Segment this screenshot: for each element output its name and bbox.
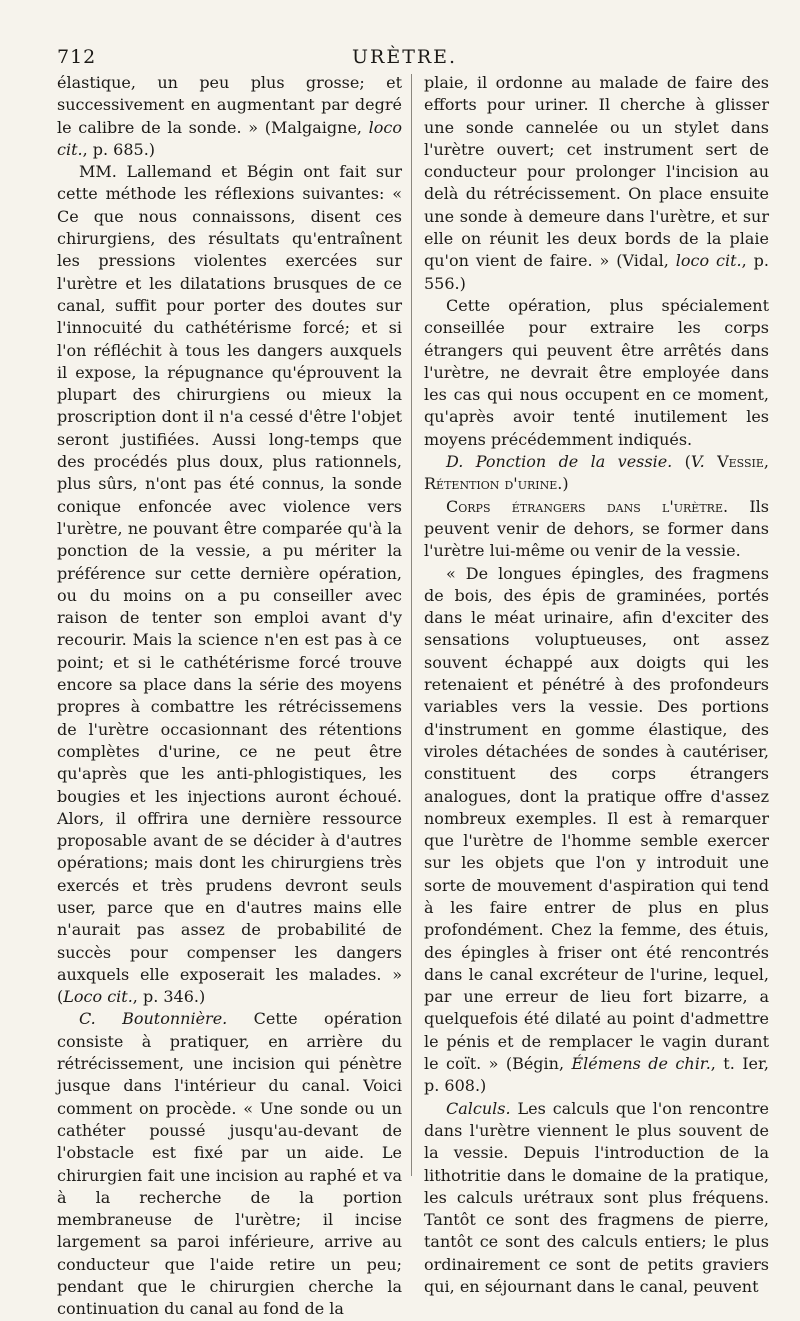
page-number: 712 — [57, 46, 97, 68]
column-divider — [411, 74, 412, 1176]
paragraph — [57, 161, 402, 1008]
text-run: ) — [562, 474, 569, 494]
paragraph — [424, 496, 769, 563]
paragraph — [424, 72, 769, 295]
paragraph — [57, 1008, 402, 1320]
section-heading: Corps étrangers dans l'urètre. — [446, 496, 729, 516]
right-column — [424, 72, 770, 1297]
text-run: Cette opération consiste à pratiquer, en arrière du rétrécissement, une incision qui pénètre jusque dans l'intérieur du canal. Voici comment on procède. « Une sonde ou un cathéter poussé jusqu'au-devant de l'obstacle est fixé par un aide. Le chirurgien fait une incision au raphé et va à la recherche de la portion membraneuse de l'urètre; il incise largement sa paroi inférieure, arrive au conducteur que l'aide retire un peu; pendant que le chirurgien cherche la continuation du canal au fond de la — [57, 1009, 403, 1319]
citation: Loco cit. — [63, 987, 133, 1007]
citation: Élémens de chir. — [571, 1054, 711, 1074]
section-heading: D. Ponction de la vessie. — [446, 452, 673, 472]
paragraph — [424, 1098, 769, 1299]
cross-reference-marker: V. — [690, 452, 705, 472]
text-run: , p. 685.) — [82, 139, 156, 159]
left-column — [57, 72, 403, 1319]
running-title: URÈTRE. — [352, 46, 458, 68]
citation: loco cit. — [57, 117, 402, 159]
text-run: élastique, un peu plus grosse; et successivement en augmentant par degré le calibre de la sonde. » (Malgaigne, — [57, 73, 402, 137]
paragraph — [424, 451, 769, 496]
paragraph — [57, 72, 402, 161]
text-run: , p. 556.) — [424, 251, 769, 293]
citation: loco cit. — [675, 251, 742, 271]
text-run: ( — [672, 452, 691, 472]
text-run: , p. 346.) — [132, 987, 206, 1007]
text-run: , t. Ier, p. 608.) — [424, 1054, 769, 1096]
text-run: Cette opération, plus spécialement conseillée pour extraire les corps étrangers qui peuvent être arrêtés dans l'urètre, ne devrait être employée dans les cas qui nous occupent en ce moment, qu'après avoir tenté inutilement les moyens précédemment indiqués. — [424, 295, 769, 449]
section-heading: Calculs. — [446, 1098, 511, 1118]
text-run: MM. Lallemand et Bégin ont fait sur cette méthode les réflexions suivantes: « Ce que nous connaissons, disent ces chirurgiens, des résultats qu'entraînent les pressions violentes exercées sur l'urètre et les dilatations brusques de ce canal, suffit pour porter des doutes sur l'innocuité du cathétérisme forcé; et si l'on réfléchit à tous les dangers auxquels il expose, la répugnance qu'éprouvent la plupart des chirurgiens ou mieux la proscription dont il n'a cessé d'être l'objet seront justifiées. Aussi long-temps que des procédés plus doux, plus rationnels, plus sûrs, n'ont pas été connus, la sonde conique enfoncée avec violence vers l'urètre, ne pouvant être comparée qu'à la ponction de la vessie, a pu mériter la préférence sur cette dernière opération, ou du moins on a pu conseiller avec raison de tenter son emploi avant d'y recourir. Mais la science n'en est pas à ce point; et si le cathétérisme forcé trouve encore sa place dans la série des moyens propres à combattre les rétrécissemens de l'urètre occasionnant des rétentions complètes d'urine, ce ne peut être qu'après que les anti-phlogistiques, les bougies et les injections auront échoué. Alors, il offrira une dernière ressource proposable avant de se décider à d'autres opérations; mais dont les chirurgiens très exercés et très prudens devront seuls user, parce que en d'autres mains elle n'aurait pas assez de probabilité de succès pour compenser les dangers auxquels elle exposerait les malades. » ( — [57, 162, 402, 1007]
text-run: Les calculs que l'on rencontre dans l'urètre viennent le plus souvent de la vessie. Depuis l'introduction de la lithotritie dans le domaine de la pratique, les calculs urétraux sont plus fréquens. Tantôt ce sont des fragmens de pierre, tantôt ce sont des calculs entiers; le plus ordinairement ce sont de petits graviers qui, en séjournant dans le canal, peuvent — [424, 1098, 769, 1297]
cross-reference: Vessie, Rétention d'urine. — [424, 452, 770, 494]
paragraph — [424, 563, 769, 1098]
page-header — [0, 46, 800, 74]
text-run: « De longues épingles, des fragmens de bois, des épis de graminées, portés dans le méat urinaire, afin d'exciter des sensations voluptueuses, ont assez souvent échappé aux doigts qui les retenaient et pénétré à des profondeurs variables vers la vessie. Des portions d'instrument en gomme élastique, des viroles détachées de sondes à cautériser, constituent des corps étrangers analogues, dont la pratique offre d'assez nombreux exemples. Il est à remarquer que l'urètre de l'homme semble exercer sur les objets que l'on y introduit une sorte de mouvement d'aspiration qui tend à les faire entrer de plus en plus profondément. Chez la femme, des étuis, des épingles à friser ont été rencontrés dans le canal excréteur de l'urine, lequel, par une erreur de lieu fort bizarre, a quelquefois été dilaté au point d'admettre le pénis et de remplacer le vagin durant le coït. » (Bégin, — [424, 563, 769, 1074]
text-run: Ils peuvent venir de dehors, se former dans l'urètre lui-même ou venir de la vessie. — [424, 496, 769, 561]
paragraph — [424, 295, 769, 451]
section-heading: C. Boutonnière. — [79, 1009, 228, 1029]
text-run: plaie, il ordonne au malade de faire des efforts pour uriner. Il cherche à glisser une sonde cannelée ou un stylet dans l'urètre ouvert; cet instrument sert de conducteur pour prolonger l'incision au delà du rétrécissement. On place ensuite une sonde à demeure dans l'urètre, et sur elle on réunit les deux bords de la plaie qu'on vient de faire. » (Vidal, — [424, 73, 769, 271]
